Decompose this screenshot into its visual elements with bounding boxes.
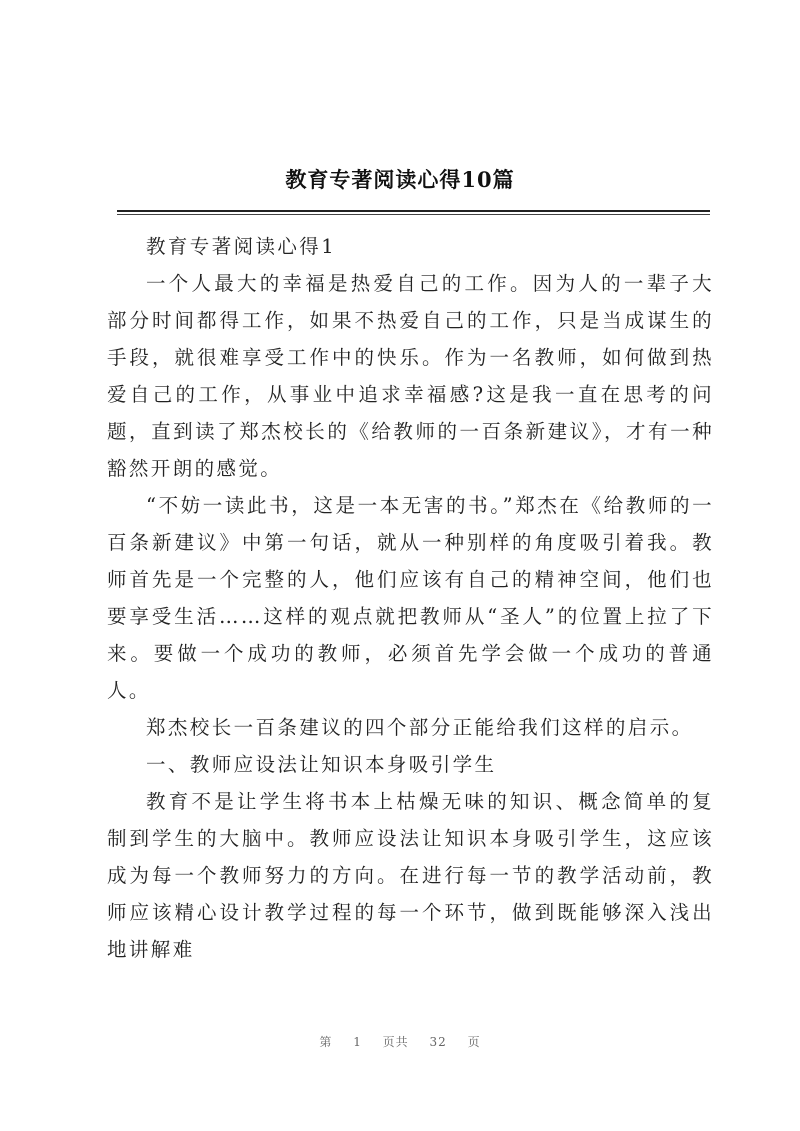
paragraph: “不妨一读此书，这是一本无害的书。”郑杰在《给教师的一百条新建议》中第一句话，就从一种别样的角度吸引着我。教师首先是一个完整的人，他们应该有自己的精神空间，他们也要享受生活……这样的观点就把教师从“圣人”的位置上拉了下来。要做一个成功的教师，必须首先学会做一个成功的普通人。: [107, 494, 714, 702]
title-divider-thin: [117, 214, 710, 215]
current-page-number: 1: [353, 1035, 362, 1049]
footer-suffix: 页: [467, 1035, 481, 1049]
document-title: 教育专著阅读心得10篇: [285, 167, 515, 192]
paragraph: 一个人最大的幸福是热爱自己的工作。因为人的一辈子大部分时间都得工作，如果不热爱自己的工作，只是当成谋生的手段，就很难享受工作中的快乐。作为一名教师，如何做到热爱自己的工作，从事业中追求幸福感?这是我一直在思考的问题，直到读了郑杰校长的《给教师的一百条新建议》，才有一种豁然开朗的感觉。: [107, 272, 714, 480]
page-footer: [0, 1033, 800, 1050]
paragraph: 郑杰校长一百条建议的四个部分正能给我们这样的启示。: [146, 716, 694, 739]
total-pages: 32: [429, 1035, 447, 1049]
section-heading: 教育专著阅读心得1: [146, 235, 337, 258]
title-divider: [117, 210, 710, 212]
footer-mid: 页共: [382, 1035, 409, 1049]
subsection-heading: 一、教师应设法让知识本身吸引学生: [146, 753, 497, 776]
paragraph: 教育不是让学生将书本上枯燥无味的知识、概念简单的复制到学生的大脑中。教师应设法让知识本身吸引学生，这应该成为每一个教师努力的方向。在进行每一节的教学活动前，教师应该精心设计教学过程的每一个环节，做到既能够深入浅出地讲解难: [107, 790, 714, 961]
footer-prefix: 第: [319, 1035, 333, 1049]
document-body: [107, 228, 714, 968]
